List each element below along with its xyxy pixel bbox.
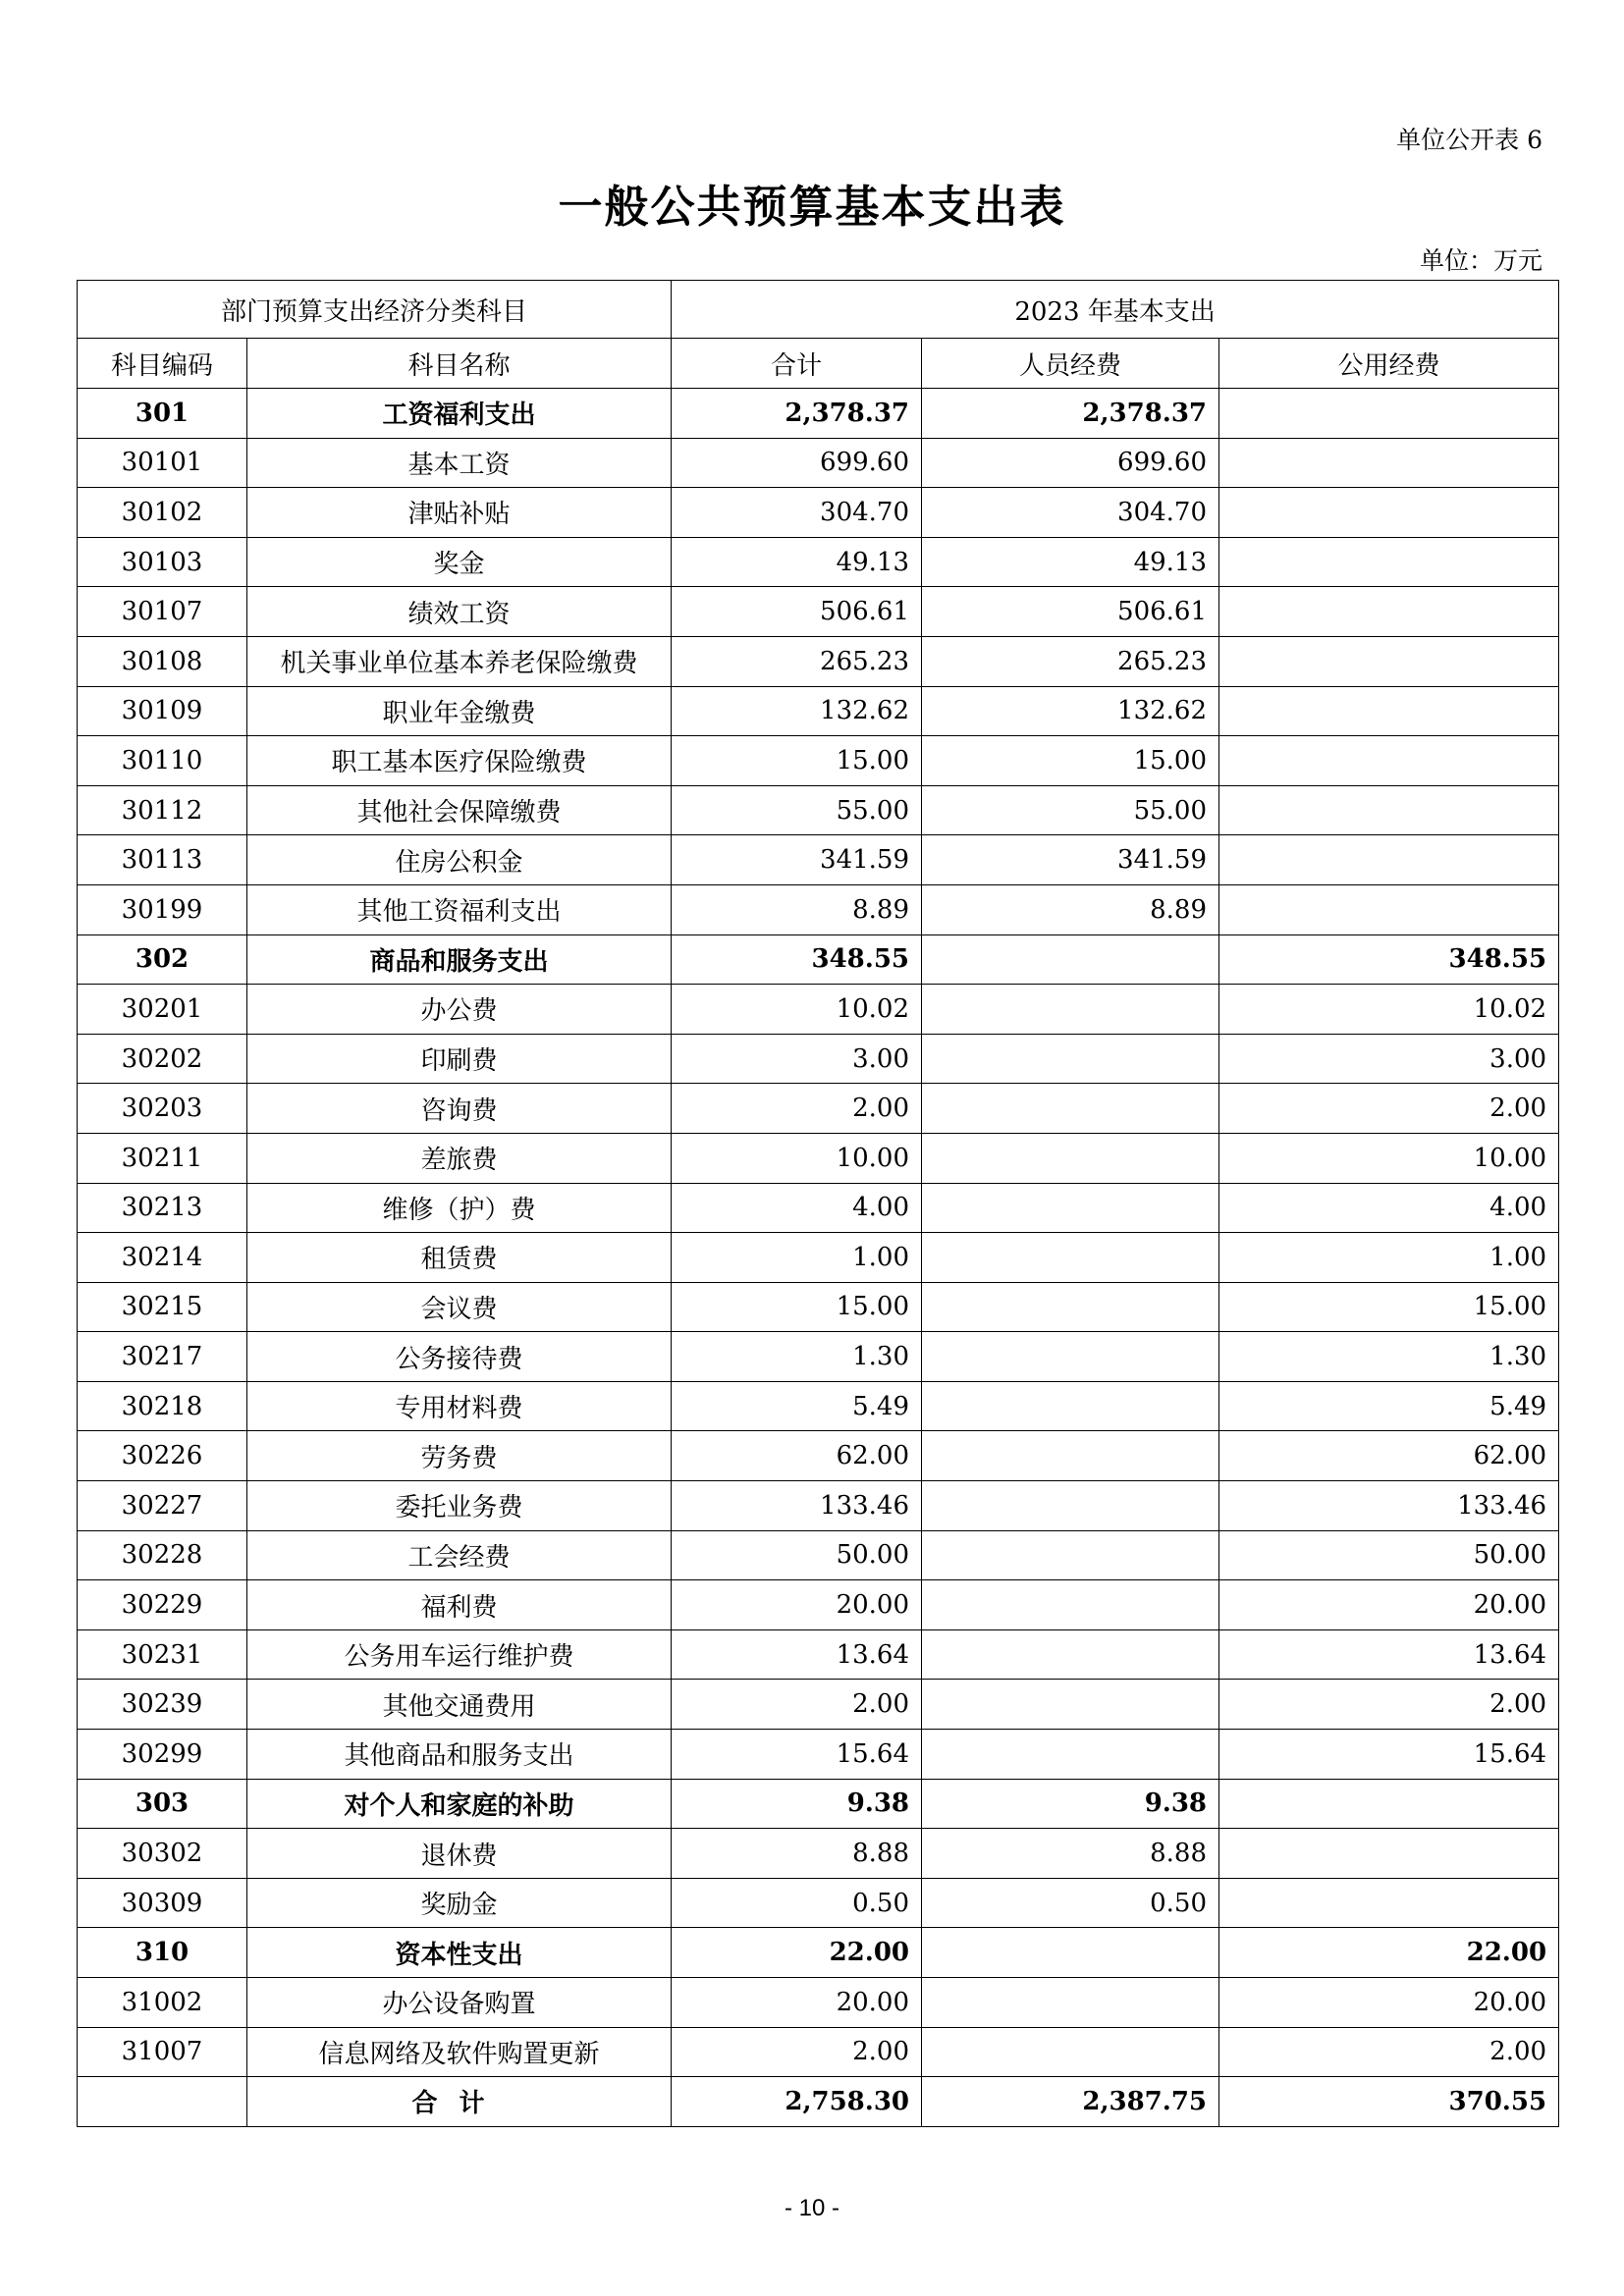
row-code: 30239	[78, 1680, 247, 1730]
row-total: 8.88	[672, 1829, 922, 1879]
row-name: 会议费	[247, 1282, 672, 1332]
table-row	[78, 1431, 1559, 1481]
table-row	[78, 1282, 1559, 1332]
row-public: 1.00	[1219, 1233, 1559, 1283]
row-code: 30199	[78, 884, 247, 934]
row-public	[1219, 785, 1559, 835]
row-code: 30110	[78, 736, 247, 786]
header-code: 科目编码	[78, 339, 247, 389]
row-total: 2.00	[672, 2027, 922, 2077]
row-public: 62.00	[1219, 1431, 1559, 1481]
table-row	[78, 636, 1559, 686]
row-code: 31007	[78, 2027, 247, 2077]
row-total: 10.00	[672, 1133, 922, 1183]
row-name: 商品和服务支出	[247, 934, 672, 985]
row-code: 30107	[78, 587, 247, 637]
row-code: 30108	[78, 636, 247, 686]
row-total: 13.64	[672, 1629, 922, 1680]
table-row	[78, 1183, 1559, 1233]
row-code: 30218	[78, 1381, 247, 1431]
row-public: 50.00	[1219, 1530, 1559, 1580]
row-name: 退休费	[247, 1829, 672, 1879]
row-code: 301	[78, 389, 247, 439]
table-row	[78, 1034, 1559, 1084]
row-code: 30302	[78, 1829, 247, 1879]
row-name: 专用材料费	[247, 1381, 672, 1431]
table-row	[78, 985, 1559, 1035]
row-name: 其他工资福利支出	[247, 884, 672, 934]
row-total: 49.13	[672, 537, 922, 587]
page-title: 一般公共预算基本支出表	[558, 181, 1066, 233]
row-public	[1219, 438, 1559, 488]
row-code: 30231	[78, 1629, 247, 1680]
row-personnel: 9.38	[922, 1779, 1219, 1829]
row-public	[1219, 1779, 1559, 1829]
row-public: 15.64	[1219, 1730, 1559, 1780]
row-personnel	[922, 1530, 1219, 1580]
row-total: 0.50	[672, 1878, 922, 1928]
table-row	[78, 587, 1559, 637]
row-total: 8.89	[672, 884, 922, 934]
table-row	[78, 1629, 1559, 1680]
row-name: 津贴补贴	[247, 488, 672, 538]
row-public: 20.00	[1219, 1580, 1559, 1630]
row-name: 机关事业单位基本养老保险缴费	[247, 636, 672, 686]
table-row	[78, 1580, 1559, 1630]
row-name: 奖金	[247, 537, 672, 587]
row-name: 职工基本医疗保险缴费	[247, 736, 672, 786]
row-code: 303	[78, 1779, 247, 1829]
header-total: 合计	[672, 339, 922, 389]
row-total: 348.55	[672, 934, 922, 985]
table-row	[78, 438, 1559, 488]
row-personnel	[922, 1034, 1219, 1084]
row-name: 其他社会保障缴费	[247, 785, 672, 835]
header-row-group	[78, 281, 1559, 339]
row-personnel: 15.00	[922, 736, 1219, 786]
row-public	[1219, 835, 1559, 885]
table-row	[78, 1481, 1559, 1531]
budget-table	[77, 280, 1559, 2127]
row-code: 310	[78, 1928, 247, 1978]
row-public: 1.30	[1219, 1332, 1559, 1382]
row-total: 3.00	[672, 1034, 922, 1084]
row-total: 2.00	[672, 1680, 922, 1730]
table-row	[78, 1928, 1559, 1978]
row-personnel	[922, 934, 1219, 985]
row-name: 住房公积金	[247, 835, 672, 885]
row-name: 其他商品和服务支出	[247, 1730, 672, 1780]
row-name: 工资福利支出	[247, 389, 672, 439]
row-total: 15.00	[672, 736, 922, 786]
row-code: 30214	[78, 1233, 247, 1283]
row-code: 30309	[78, 1878, 247, 1928]
row-total: 1.00	[672, 1233, 922, 1283]
row-total: 2.00	[672, 1084, 922, 1134]
table-row	[78, 1779, 1559, 1829]
row-personnel	[922, 1084, 1219, 1134]
row-public	[1219, 686, 1559, 736]
row-total: 699.60	[672, 438, 922, 488]
row-name: 办公设备购置	[247, 1978, 672, 2028]
header-name: 科目名称	[247, 339, 672, 389]
totals-label: 合计	[247, 2077, 672, 2127]
row-personnel	[922, 1282, 1219, 1332]
row-public: 13.64	[1219, 1629, 1559, 1680]
row-name: 基本工资	[247, 438, 672, 488]
row-total: 5.49	[672, 1381, 922, 1431]
row-name: 职业年金缴费	[247, 686, 672, 736]
row-public: 22.00	[1219, 1928, 1559, 1978]
row-public	[1219, 884, 1559, 934]
row-personnel	[922, 1580, 1219, 1630]
totals-total: 2,758.30	[672, 2077, 922, 2127]
header-group-right: 2023 年基本支出	[672, 281, 1559, 339]
row-public: 2.00	[1219, 2027, 1559, 2077]
row-personnel	[922, 1133, 1219, 1183]
table-row	[78, 389, 1559, 439]
row-total: 15.00	[672, 1282, 922, 1332]
header-personnel: 人员经费	[922, 339, 1219, 389]
row-personnel: 506.61	[922, 587, 1219, 637]
row-public: 2.00	[1219, 1680, 1559, 1730]
row-total: 50.00	[672, 1530, 922, 1580]
row-name: 奖励金	[247, 1878, 672, 1928]
row-total: 304.70	[672, 488, 922, 538]
table-row	[78, 1829, 1559, 1879]
row-personnel: 304.70	[922, 488, 1219, 538]
page-number: - 10 -	[784, 2195, 839, 2221]
table-row	[78, 884, 1559, 934]
row-name: 对个人和家庭的补助	[247, 1779, 672, 1829]
row-public: 10.02	[1219, 985, 1559, 1035]
row-total: 341.59	[672, 835, 922, 885]
table-row	[78, 1730, 1559, 1780]
row-code: 302	[78, 934, 247, 985]
table-row	[78, 736, 1559, 786]
row-code: 30101	[78, 438, 247, 488]
row-name: 工会经费	[247, 1530, 672, 1580]
row-public: 10.00	[1219, 1133, 1559, 1183]
table-row	[78, 1084, 1559, 1134]
row-public	[1219, 736, 1559, 786]
row-code: 30227	[78, 1481, 247, 1531]
row-public: 3.00	[1219, 1034, 1559, 1084]
row-personnel: 8.88	[922, 1829, 1219, 1879]
row-personnel	[922, 1629, 1219, 1680]
row-code: 30103	[78, 537, 247, 587]
row-public: 2.00	[1219, 1084, 1559, 1134]
row-code: 30213	[78, 1183, 247, 1233]
row-name: 办公费	[247, 985, 672, 1035]
row-total: 1.30	[672, 1332, 922, 1382]
row-name: 租赁费	[247, 1233, 672, 1283]
header-group-left: 部门预算支出经济分类科目	[78, 281, 672, 339]
table-row	[78, 785, 1559, 835]
row-name: 咨询费	[247, 1084, 672, 1134]
row-total: 20.00	[672, 1978, 922, 2028]
row-total: 2,378.37	[672, 389, 922, 439]
row-name: 公务用车运行维护费	[247, 1629, 672, 1680]
row-total: 20.00	[672, 1580, 922, 1630]
row-code: 30112	[78, 785, 247, 835]
row-name: 绩效工资	[247, 587, 672, 637]
row-name: 信息网络及软件购置更新	[247, 2027, 672, 2077]
row-public	[1219, 1829, 1559, 1879]
row-public: 15.00	[1219, 1282, 1559, 1332]
row-total: 133.46	[672, 1481, 922, 1531]
table-row	[78, 2027, 1559, 2077]
row-public: 5.49	[1219, 1381, 1559, 1431]
row-personnel: 2,378.37	[922, 389, 1219, 439]
row-personnel	[922, 1680, 1219, 1730]
row-total: 62.00	[672, 1431, 922, 1481]
row-public: 4.00	[1219, 1183, 1559, 1233]
table-row	[78, 537, 1559, 587]
row-personnel: 265.23	[922, 636, 1219, 686]
row-name: 差旅费	[247, 1133, 672, 1183]
row-name: 资本性支出	[247, 1928, 672, 1978]
totals-personnel: 2,387.75	[922, 2077, 1219, 2127]
row-public: 133.46	[1219, 1481, 1559, 1531]
row-public	[1219, 537, 1559, 587]
row-total: 15.64	[672, 1730, 922, 1780]
row-personnel	[922, 1332, 1219, 1382]
row-code: 30102	[78, 488, 247, 538]
row-total: 9.38	[672, 1779, 922, 1829]
row-code: 30203	[78, 1084, 247, 1134]
row-name: 公务接待费	[247, 1332, 672, 1382]
row-total: 265.23	[672, 636, 922, 686]
row-personnel	[922, 1730, 1219, 1780]
table-number: 单位公开表 6	[1396, 126, 1543, 154]
table-row	[78, 1878, 1559, 1928]
table-row	[78, 1381, 1559, 1431]
row-name: 维修（护）费	[247, 1183, 672, 1233]
row-total: 55.00	[672, 785, 922, 835]
table-row	[78, 1133, 1559, 1183]
row-personnel	[922, 1233, 1219, 1283]
row-personnel	[922, 1978, 1219, 2028]
row-personnel: 0.50	[922, 1878, 1219, 1928]
row-personnel: 55.00	[922, 785, 1219, 835]
row-total: 132.62	[672, 686, 922, 736]
row-public: 20.00	[1219, 1978, 1559, 2028]
row-total: 506.61	[672, 587, 922, 637]
row-personnel: 8.89	[922, 884, 1219, 934]
row-code: 30226	[78, 1431, 247, 1481]
row-public: 348.55	[1219, 934, 1559, 985]
row-public	[1219, 1878, 1559, 1928]
header-row-columns	[78, 339, 1559, 389]
row-code: 30201	[78, 985, 247, 1035]
row-personnel: 699.60	[922, 438, 1219, 488]
row-personnel: 341.59	[922, 835, 1219, 885]
header-public: 公用经费	[1219, 339, 1559, 389]
row-personnel: 132.62	[922, 686, 1219, 736]
row-personnel	[922, 2027, 1219, 2077]
row-personnel	[922, 1381, 1219, 1431]
row-code: 30113	[78, 835, 247, 885]
table-row	[78, 1233, 1559, 1283]
row-public	[1219, 389, 1559, 439]
totals-row	[78, 2077, 1559, 2127]
unit-label: 单位：万元	[1419, 246, 1543, 275]
row-code: 30228	[78, 1530, 247, 1580]
row-personnel	[922, 985, 1219, 1035]
table-row	[78, 1978, 1559, 2028]
row-total: 22.00	[672, 1928, 922, 1978]
table-row	[78, 1332, 1559, 1382]
row-code: 30202	[78, 1034, 247, 1084]
row-code: 30215	[78, 1282, 247, 1332]
row-personnel	[922, 1183, 1219, 1233]
table-row	[78, 835, 1559, 885]
row-name: 福利费	[247, 1580, 672, 1630]
row-personnel	[922, 1431, 1219, 1481]
row-code: 30299	[78, 1730, 247, 1780]
row-name: 其他交通费用	[247, 1680, 672, 1730]
row-code: 30109	[78, 686, 247, 736]
row-total: 4.00	[672, 1183, 922, 1233]
row-total: 10.02	[672, 985, 922, 1035]
row-code: 30211	[78, 1133, 247, 1183]
row-code: 30229	[78, 1580, 247, 1630]
row-personnel	[922, 1481, 1219, 1531]
table-row	[78, 488, 1559, 538]
row-code: 30217	[78, 1332, 247, 1382]
row-personnel: 49.13	[922, 537, 1219, 587]
row-public	[1219, 636, 1559, 686]
table-row	[78, 1530, 1559, 1580]
row-name: 劳务费	[247, 1431, 672, 1481]
table-row	[78, 934, 1559, 985]
table-row	[78, 1680, 1559, 1730]
row-public	[1219, 488, 1559, 538]
table-row	[78, 686, 1559, 736]
totals-code-empty	[78, 2077, 247, 2127]
row-code: 31002	[78, 1978, 247, 2028]
totals-public: 370.55	[1219, 2077, 1559, 2127]
row-name: 印刷费	[247, 1034, 672, 1084]
row-public	[1219, 587, 1559, 637]
row-name: 委托业务费	[247, 1481, 672, 1531]
row-personnel	[922, 1928, 1219, 1978]
